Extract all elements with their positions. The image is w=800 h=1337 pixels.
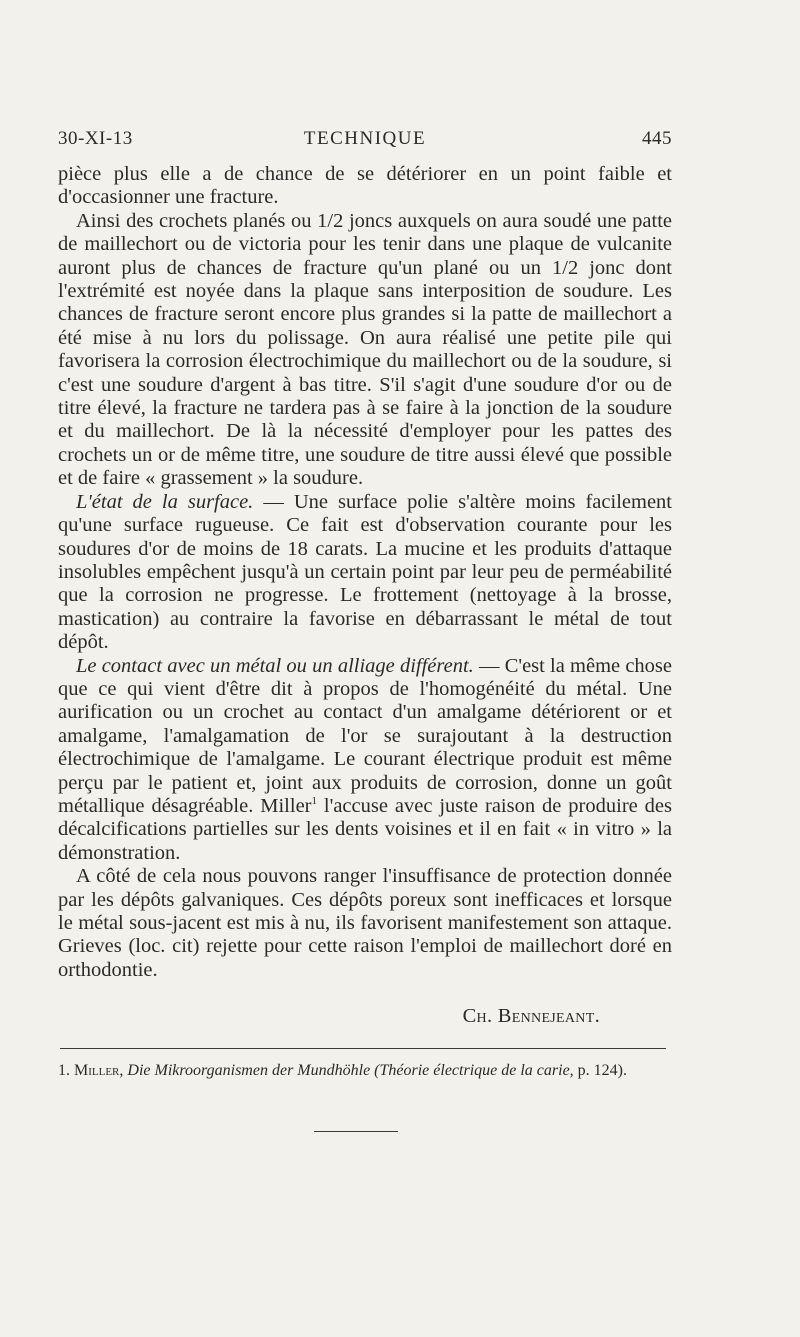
- paragraph-4-text-a: — C'est la même chose que ce qui vient d'être dit à propos de l'homogénéité du métal. Une aurification ou un crochet au contact d'un amalgame détériorent or et amalgame, l'amalgamation de l'or se surajoutant à la destruction électrochimique de l'amalgame. Le courant électrique produit est même perçu par le patient et, joint aux produits de corrosion, donne un goût métallique désagréable. Miller: [58, 654, 672, 817]
- paragraph-3-heading: L'état de la surface.: [76, 490, 254, 513]
- header-section-title: TECHNIQUE: [303, 128, 427, 149]
- footnote-divider: [60, 1048, 666, 1049]
- paragraph-1: pièce plus elle a de chance de se détériorer en un point faible et d'occasionner une fracture.: [58, 163, 672, 209]
- end-rule: [314, 1131, 398, 1132]
- paragraph-2: Ainsi des crochets planés ou 1/2 joncs auxquels on aura soudé une patte de maillechort ou de victoria pour les tenir dans une plaque de vulcanite auront plus de chances de fracture qu'un plané ou un 1/2 jonc dont l'extrémité est noyée dans la plaque sans interposition de soudure. Les chances de fracture seront encore plus grandes si la patte de maillechort a été mise à nu lors du polissage. On aura réalisé une petite pile qui favorisera la corrosion électrochimique du maillechort ou de la soudure, si c'est une soudure d'argent à bas titre. S'il s'agit d'une soudure d'or ou de titre élevé, la fracture ne tardera pas à se faire à la jonction de la soudure et du maillechort. De là la nécessité d'employer pour les pattes des crochets un or de même titre, une soudure de titre aussi élevé que possible et de faire « grassement » la soudure.: [58, 209, 672, 490]
- footnote-author: Miller,: [74, 1062, 124, 1079]
- paragraph-3-text: — Une surface polie s'altère moins facilement qu'une surface rugueuse. Ce fait est d'observation courante pour les soudures d'or de moins de 18 carats. La mucine et les produits d'attaque insolubles empêchent jusqu'à un certain point par leur peu de perméabilité que la corrosion ne progresse. Le frottement (nettoyage à la brosse, mastication) au contraire la favorise en débarrassant le métal de tout dépôt.: [58, 490, 672, 654]
- footnote-title: Die Mikroorganismen der Mundhöhle: [127, 1062, 371, 1079]
- paragraph-4-heading: Le contact avec un métal ou un alliage différent.: [76, 654, 474, 677]
- paragraph-4-text-b: l'accuse avec juste raison de produire des décalcifications partielles sur les dents voisines et il en fait « in vitro » la démonstration.: [58, 794, 673, 864]
- paragraph-4: [58, 655, 672, 866]
- footnote: [58, 1060, 672, 1081]
- footnote-marker: 1: [311, 795, 317, 808]
- header-issue-date: 30-XI-13: [58, 128, 133, 149]
- header-page-number: 445: [642, 128, 672, 149]
- footnote-subtitle: (Théorie électrique de la carie,: [374, 1062, 574, 1079]
- paragraph-3: [58, 491, 672, 655]
- footnote-number: 1.: [58, 1062, 70, 1079]
- body-text: [58, 163, 672, 982]
- footnote-page: p. 124).: [577, 1062, 627, 1079]
- paragraph-5: A côté de cela nous pouvons ranger l'insuffisance de protection donnée par les dépôts galvaniques. Ces dépôts poreux sont inefficaces et lorsque le métal sous-jacent est mis à nu, ils favorisent manifestement son attaque. Grieves (loc. cit) rejette pour cette raison l'emploi de maillechort doré en orthodontie.: [58, 865, 672, 981]
- author-signature: Ch. Bennejeant.: [462, 1005, 600, 1027]
